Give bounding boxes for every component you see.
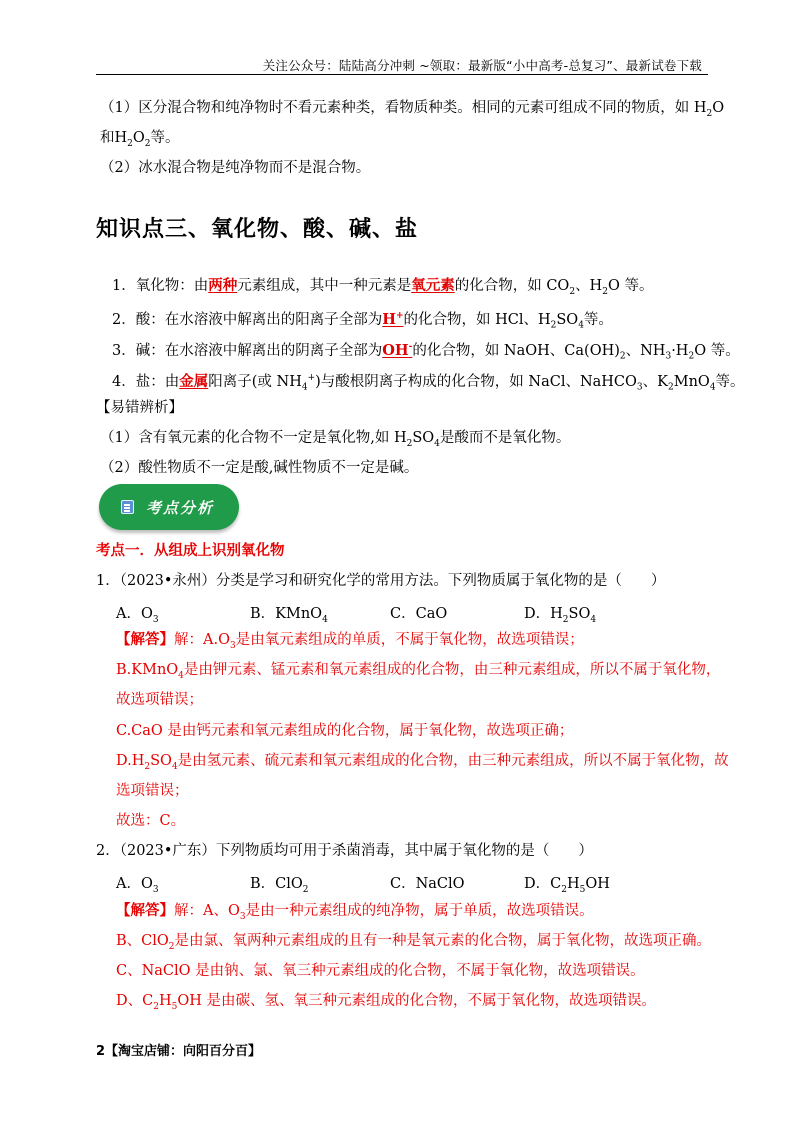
note-1-line-1: （1）区分混合物和纯净物时不看元素种类，看物质种类。相同的元素可组成不同的物质，如 $H_2O$ <box>100 100 725 119</box>
q1-answer-4-cont: 选项错误； <box>116 783 189 799</box>
pitfall-2: （2）酸性物质不一定是酸,碱性物质不一定是碱。 <box>100 460 419 476</box>
def-base: 3．碱：在水溶液中解离出的阴离子全部为OH-的化合物，如 NaOH、$Ca(OH)_2$、$NH_3\cdot H_2O$ 等。 <box>112 341 740 362</box>
q1-answer-2: B.KMnO$_4$是由钾元素、锰元素和氧元素组成的化合物，由三种元素组成，所以不属于氧化物， <box>116 662 721 681</box>
q2-answer-1: 【解答】解：A、$O_3$是由一种元素组成的纯净物，属于单质，故选项错误。 <box>116 902 594 922</box>
q2-answer-2: B、ClO$_2$是由氯、氧两种元素组成的且有一种是氧元素的化合物，属于氧化物，故选项正确。 <box>116 933 712 952</box>
q1-option-c: C．CaO <box>390 606 448 622</box>
def-acid: 2．酸：在水溶液中解离出的阳离子全部为H+的化合物，如 HCl、$H_2SO_4$等。 <box>112 310 613 331</box>
q1-option-a: A．$O_3$ <box>116 606 159 625</box>
q1-answer-4: $D.H_2SO_4$是由氢元素、硫元素和氧元素组成的化合物，由三种元素组成，所以不属于氧化物，故 <box>116 753 729 772</box>
q2-option-d: D．$C_2H_5OH$ <box>524 876 610 895</box>
q1-option-d: D．$H_2SO_4$ <box>524 606 597 625</box>
q2-option-a: A．$O_3$ <box>116 876 159 895</box>
def-oxide: 1．氧化物：由两种元素组成，其中一种元素是氧元素的化合物，如 $CO_2$、$H_2O$ 等。 <box>112 277 654 297</box>
def-salt: 4．盐：由金属阳离子(或 $NH_4^+$)与酸根阴离子构成的化合物，如 NaCl、NaHCO$_3$、$K_2MnO_4$等。 <box>112 372 745 393</box>
q2-option-b: B．ClO$_2$ <box>250 876 309 895</box>
pitfall-title: 【易错辨析】 <box>96 400 183 416</box>
header-divider <box>96 74 708 75</box>
q1-option-b: B．KMnO$_4$ <box>250 606 328 625</box>
q2-stem: 2．（2023•广东）下列物质均可用于杀菌消毒，其中属于氧化物的是（ ） <box>96 843 593 859</box>
note-2: （2）冰水混合物是纯净物而不是混合物。 <box>100 160 371 176</box>
q1-answer-3: C.CaO 是由钙元素和氧元素组成的化合物，属于氧化物，故选项正确； <box>116 723 574 739</box>
q1-answer-final: 故选：C。 <box>116 813 186 829</box>
q2-answer-4: D、$C_2H_5OH$ 是由碳、氢、氧三种元素组成的化合物，不属于氧化物，故选项错误。 <box>116 993 656 1012</box>
kaodian-title: 考点一．从组成上识别氧化物 <box>96 542 285 559</box>
q2-answer-3: C、NaClO 是由钠、氯、氧三种元素组成的化合物，不属于氧化物，故选项错误。 <box>116 963 645 979</box>
analysis-badge <box>99 484 239 530</box>
section-title: 知识点三、氧化物、酸、碱、盐 <box>96 217 419 242</box>
document-icon <box>121 500 134 514</box>
q2-option-c: C．NaClO <box>390 876 465 892</box>
analysis-badge-label: 考点分析 <box>146 498 215 517</box>
q1-stem: 1．（2023•永州）分类是学习和研究化学的常用方法。下列物质属于氧化物的是（ ） <box>96 573 666 589</box>
note-1-line-2: 和$H_2O_2$等。 <box>100 130 180 149</box>
page-header: 关注公众号：陆陆高分冲刺 ~领取：最新版“小中高考-总复习”、最新试卷下载 <box>262 58 702 73</box>
q1-answer-1: 【解答】解：$A.O_3$是由氧元素组成的单质，不属于氧化物，故选项错误； <box>116 631 584 651</box>
pitfall-1: （1）含有氧元素的化合物不一定是氧化物,如 $H_2SO_4$是酸而不是氧化物。 <box>100 430 571 449</box>
page-footer: 2【淘宝店铺：向阳百分百】 <box>96 1044 262 1059</box>
q1-answer-2-cont: 故选项错误； <box>116 692 203 708</box>
